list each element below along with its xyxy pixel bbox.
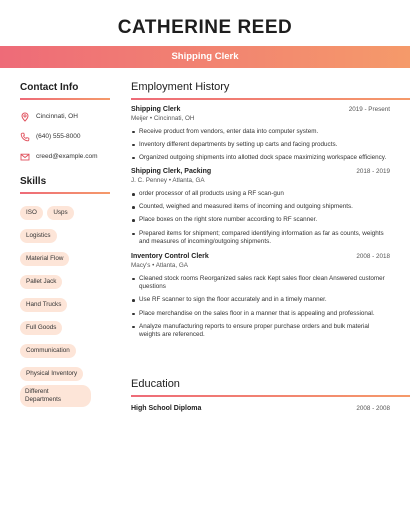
job-bullet: Inventory different departments by setting up carts and facing products. xyxy=(131,141,390,150)
skill-pill: Communication xyxy=(20,344,76,358)
education-title: Education xyxy=(131,378,180,390)
education-dates: 2008 - 2008 xyxy=(356,404,390,412)
contact-divider xyxy=(20,98,110,100)
contact-location-text: Cincinnati, OH xyxy=(36,113,78,120)
employment-section xyxy=(131,81,410,344)
education-degree: High School Diploma xyxy=(131,404,202,412)
contact-email-text: creed@example.com xyxy=(36,153,98,160)
role-banner xyxy=(0,46,410,68)
separator-dot: • xyxy=(168,177,173,185)
job-title: Inventory Control Clerk xyxy=(131,252,209,260)
job-bullet: order processor of all products using a RF scan-gun xyxy=(131,190,390,199)
job-entry xyxy=(131,168,410,246)
skills-title: Skills xyxy=(20,176,47,187)
skill-pill: Usps xyxy=(47,206,73,220)
separator-dot: • xyxy=(149,114,154,122)
job-bullet: Organized outgoing shipments into allotted dock space maximizing workspace efficiency. xyxy=(131,154,390,163)
skill-pill: Material Flow xyxy=(20,252,69,266)
phone-icon xyxy=(20,132,30,142)
skills-list xyxy=(20,201,110,411)
skill-pill: Different Departments xyxy=(20,385,91,407)
job-company: J. C. Penney xyxy=(131,177,168,185)
job-company-line xyxy=(131,262,390,269)
job-bullet: Use RF scanner to sign the floor accurately and in a timely manner. xyxy=(131,296,390,305)
job-bullet: Receive product from vendors, enter data into computer system. xyxy=(131,128,390,137)
contact-location xyxy=(20,107,110,127)
job-bullet: Analyze manufacturing reports to ensure proper purchase orders and bulk material weights are referenced. xyxy=(131,323,390,340)
location-pin-icon xyxy=(20,112,30,122)
job-title: Shipping Clerk xyxy=(131,105,181,113)
skill-pill: Physical Inventory xyxy=(20,367,83,381)
job-bullet: Place merchandise on the sales floor in a manner that is appealing and professional. xyxy=(131,310,390,319)
job-bullets xyxy=(131,275,390,340)
skill-pill: ISO xyxy=(20,206,43,220)
separator-dot: • xyxy=(152,261,156,269)
education-divider xyxy=(131,395,410,397)
employment-title: Employment History xyxy=(131,81,230,93)
job-bullet: Place boxes on the right store number according to RF scanner. xyxy=(131,216,390,225)
skill-pill: Pallet Jack xyxy=(20,275,62,289)
job-location: Atlanta, GA xyxy=(172,177,205,185)
skills-heading xyxy=(20,176,110,194)
email-icon xyxy=(20,152,30,162)
education-section xyxy=(131,378,410,412)
job-company-line xyxy=(131,177,390,184)
job-location: Cincinnati, OH xyxy=(153,114,195,122)
job-title: Shipping Clerk, Packing xyxy=(131,168,212,176)
role-title: Shipping Clerk xyxy=(171,51,239,62)
skill-pill: Logistics xyxy=(20,229,57,243)
education-entry xyxy=(131,405,410,412)
job-bullets xyxy=(131,128,390,163)
job-company: Meijer xyxy=(131,114,149,122)
job-entry xyxy=(131,253,410,340)
contact-title: Contact Info xyxy=(20,82,79,93)
contact-phone-text: (640) 555-8000 xyxy=(36,133,81,140)
contact-phone xyxy=(20,127,110,147)
job-dates: 2008 - 2018 xyxy=(356,252,390,260)
employment-divider xyxy=(131,98,410,100)
job-company: Macy's xyxy=(131,261,151,269)
job-entry xyxy=(131,106,410,163)
job-bullet: Prepared items for shipment; compared identifying information as far as counts, weights and measures of incoming/outgoing shipments. xyxy=(131,230,390,247)
job-location: Atlanta, GA xyxy=(155,261,188,269)
skill-pill: Full Goods xyxy=(20,321,62,335)
contact-email xyxy=(20,147,110,167)
job-dates: 2019 - Present xyxy=(348,105,390,113)
contact-section xyxy=(20,82,110,167)
candidate-name: CATHERINE REED xyxy=(117,17,293,38)
skills-divider xyxy=(20,192,110,194)
job-bullets xyxy=(131,190,390,246)
job-bullet: Counted, weighed and measured items of incoming and outgoing shipments. xyxy=(131,203,390,212)
skill-pill: Hand Trucks xyxy=(20,298,67,312)
job-company-line xyxy=(131,115,390,122)
job-bullet: Cleaned stock rooms Reorganized sales rack Kept sales floor clean Answered customer questions xyxy=(131,275,390,292)
job-dates: 2018 - 2019 xyxy=(356,168,390,176)
